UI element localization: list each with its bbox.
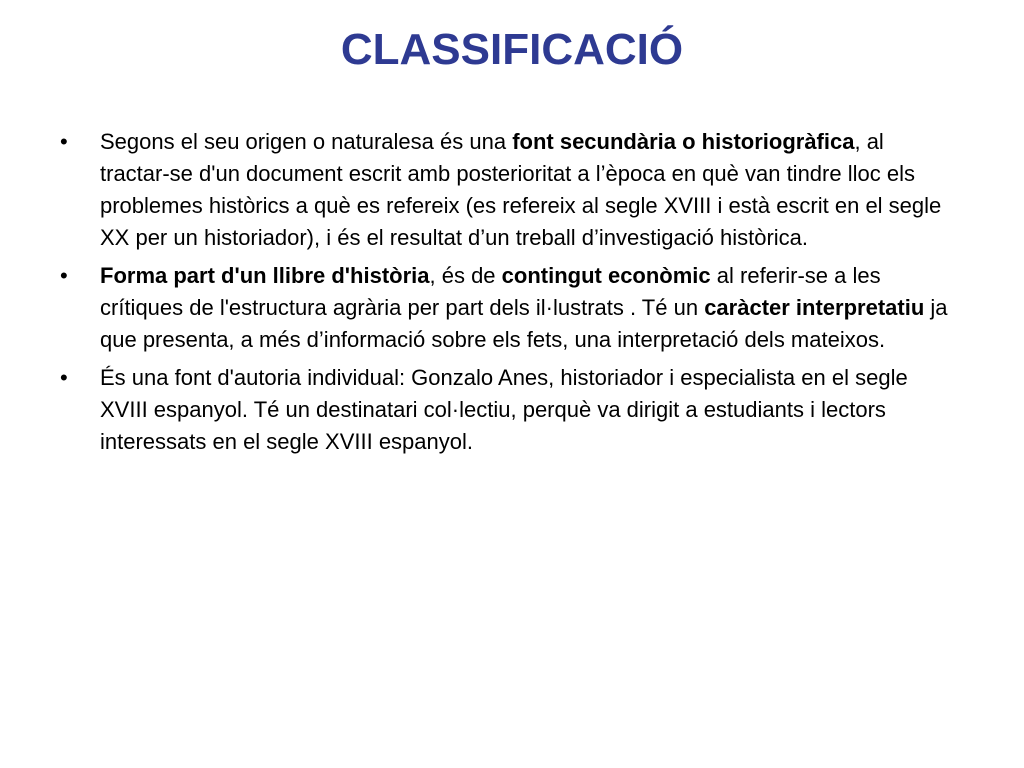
bold-text-segment: contingut econòmic bbox=[501, 263, 711, 288]
bullet-item-content bbox=[58, 260, 958, 356]
bullet-item-authorship bbox=[58, 362, 958, 458]
bullet-text bbox=[100, 129, 941, 250]
bold-text-segment: caràcter interpretatiu bbox=[704, 295, 925, 320]
text-segment: És una font d'autoria individual: Gonzalo Anes, historiador i especialista en el segle XVIII espanyol. Té un destinatari col·lectiu, perquè va dirigit a estudiants i lectors interessats en el segle XVIII espanyol. bbox=[100, 365, 908, 454]
bullet-marker: • bbox=[60, 129, 68, 154]
text-segment: , al tractar-se d'un document escrit amb posterioritat a l’època en què van tindre lloc els problemes històrics a què es refereix (es refereix al segle XVIII i està escrit en el segle XX per un historiador), i és el resultat d’un treball d’investigació històrica. bbox=[100, 129, 942, 250]
bullet-list bbox=[58, 126, 958, 464]
bullet-item-origin bbox=[58, 126, 958, 254]
bullet-text bbox=[100, 263, 948, 352]
text-segment: Segons el seu origen o naturalesa és una bbox=[100, 129, 513, 154]
text-segment: ja que presenta, a més d’informació sobre els fets, una interpretació dels mateixos. bbox=[100, 295, 948, 352]
text-segment: al referir-se a les crítiques de l'estructura agrària per part dels il·lustrats . Té un bbox=[100, 263, 881, 320]
bullet-marker: • bbox=[60, 263, 68, 288]
bullet-text bbox=[100, 365, 908, 454]
text-segment: , és de bbox=[429, 263, 502, 288]
bullet-marker: • bbox=[60, 365, 68, 390]
slide-title: CLASSIFICACIÓ bbox=[340, 25, 684, 74]
bold-text-segment: font secundària o historiogràfica bbox=[512, 129, 855, 154]
bold-text-segment: Forma part d'un llibre d'història bbox=[100, 263, 430, 288]
